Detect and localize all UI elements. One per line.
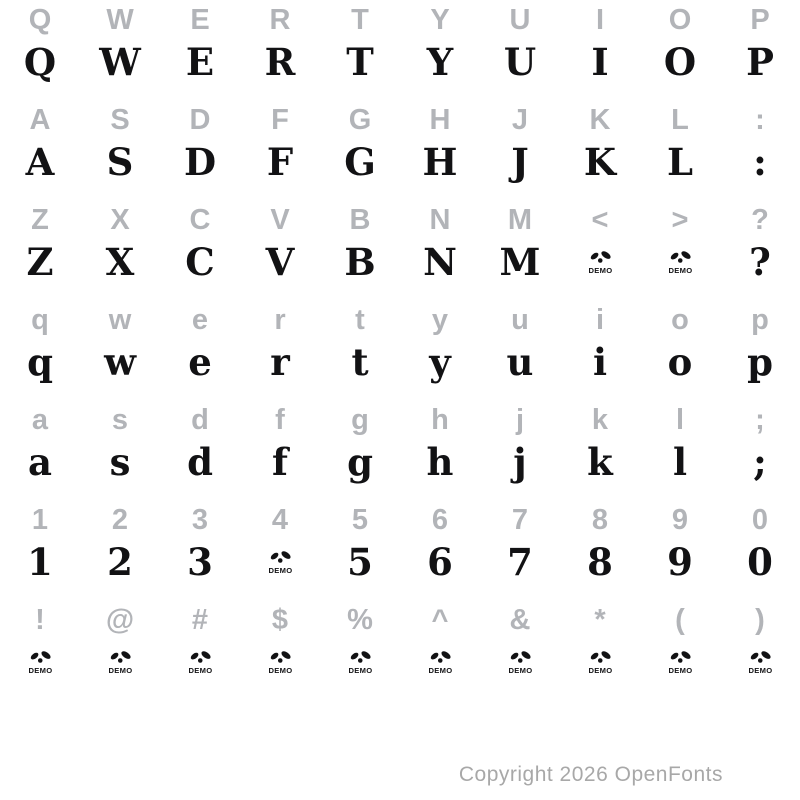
reference-glyph: * — [594, 604, 606, 636]
sample-glyph-demo-placeholder — [400, 640, 480, 684]
sample-glyph: R — [264, 40, 296, 84]
sample-glyph: X — [105, 240, 135, 284]
reference-glyph: : — [755, 104, 765, 136]
reference-glyph: Q — [28, 4, 52, 36]
reference-glyph-line — [0, 400, 800, 440]
sample-glyph: o — [667, 340, 693, 384]
reference-glyph: 8 — [591, 504, 609, 536]
reference-glyph: 3 — [191, 504, 209, 536]
sample-glyph: F — [266, 140, 294, 184]
sample-glyph: q — [27, 340, 53, 384]
reference-glyph: ? — [751, 204, 769, 236]
glyph-row-group-lowercase-home-row — [0, 400, 800, 500]
sample-glyph: Z — [26, 240, 54, 284]
sample-glyph: : — [753, 140, 767, 184]
sample-glyph: p — [747, 340, 773, 384]
demo-watermark-ornament — [267, 549, 294, 575]
reference-glyph: U — [509, 4, 531, 36]
glyph-row-group-lowercase-top-row — [0, 300, 800, 400]
sample-glyph: S — [106, 140, 134, 184]
fleuron-icon — [267, 649, 294, 675]
demo-watermark-ornament — [347, 649, 374, 675]
reference-glyph: F — [271, 104, 289, 136]
reference-glyph: S — [110, 104, 130, 136]
sample-glyph: K — [583, 140, 617, 184]
reference-glyph: V — [270, 204, 290, 236]
reference-glyph: @ — [105, 604, 135, 636]
sample-glyph-line — [0, 240, 800, 300]
reference-glyph: ( — [675, 604, 685, 636]
reference-glyph: $ — [271, 604, 289, 636]
sample-glyph: 9 — [667, 540, 693, 584]
fleuron-icon — [187, 649, 214, 675]
svg-text:DEMO: DEMO — [267, 665, 293, 675]
reference-glyph: Z — [31, 204, 49, 236]
sample-glyph-demo-placeholder — [240, 640, 320, 684]
sample-glyph: B — [344, 240, 376, 284]
sample-glyph: 3 — [187, 540, 213, 584]
reference-glyph: L — [671, 104, 689, 136]
sample-glyph: U — [503, 40, 537, 84]
fleuron-icon — [347, 649, 374, 675]
reference-glyph: 6 — [431, 504, 449, 536]
fleuron-icon — [587, 649, 614, 675]
reference-glyph-line — [0, 600, 800, 640]
sample-glyph: l — [672, 440, 688, 484]
sample-glyph-demo-placeholder — [640, 240, 720, 284]
reference-glyph: R — [269, 4, 291, 36]
demo-watermark-ornament — [587, 249, 614, 275]
reference-glyph: ) — [755, 604, 765, 636]
reference-glyph: i — [595, 304, 605, 336]
reference-glyph: t — [355, 304, 365, 336]
reference-glyph: A — [29, 104, 51, 136]
reference-glyph: y — [431, 304, 449, 336]
fleuron-icon — [587, 249, 614, 275]
sample-glyph: H — [422, 140, 458, 184]
sample-glyph: h — [426, 440, 454, 484]
sample-glyph: k — [587, 440, 613, 484]
demo-watermark-ornament — [27, 649, 54, 675]
sample-glyph: A — [25, 140, 55, 184]
reference-glyph: E — [190, 4, 210, 36]
sample-glyph: a — [28, 440, 52, 484]
sample-glyph: Q — [23, 40, 57, 84]
sample-glyph: 8 — [587, 540, 613, 584]
reference-glyph: f — [275, 404, 285, 436]
svg-text:DEMO: DEMO — [187, 665, 213, 675]
demo-watermark-ornament — [187, 649, 214, 675]
reference-glyph: l — [675, 404, 685, 436]
svg-text:DEMO: DEMO — [27, 665, 53, 675]
sample-glyph: u — [506, 340, 534, 384]
reference-glyph: W — [106, 4, 134, 36]
svg-text:DEMO: DEMO — [427, 665, 453, 675]
sample-glyph: ; — [753, 440, 767, 484]
demo-watermark-ornament — [667, 249, 694, 275]
reference-glyph: K — [589, 104, 611, 136]
sample-glyph: 2 — [107, 540, 133, 584]
reference-glyph: H — [429, 104, 451, 136]
reference-glyph: < — [591, 204, 609, 236]
reference-glyph: j — [515, 404, 525, 436]
sample-glyph-demo-placeholder — [80, 640, 160, 684]
sample-glyph-line — [0, 540, 800, 600]
sample-glyph: 5 — [347, 540, 373, 584]
sample-glyph: G — [344, 140, 376, 184]
sample-glyph: N — [423, 240, 457, 284]
reference-glyph: Y — [430, 4, 450, 36]
reference-glyph: D — [189, 104, 211, 136]
reference-glyph: a — [31, 404, 49, 436]
reference-glyph: ! — [35, 604, 45, 636]
reference-glyph: G — [348, 104, 372, 136]
reference-glyph: 1 — [31, 504, 49, 536]
sample-glyph-line — [0, 140, 800, 200]
fleuron-icon — [427, 649, 454, 675]
reference-glyph: & — [509, 604, 531, 636]
glyph-row-group-digits-row — [0, 500, 800, 600]
sample-glyph: T — [346, 40, 374, 84]
demo-watermark-ornament — [267, 649, 294, 675]
sample-glyph: j — [513, 440, 527, 484]
reference-glyph: % — [347, 604, 373, 636]
sample-glyph-demo-placeholder — [320, 640, 400, 684]
sample-glyph-line — [0, 440, 800, 500]
reference-glyph: # — [191, 604, 209, 636]
demo-watermark-ornament — [427, 649, 454, 675]
sample-glyph-line — [0, 340, 800, 400]
fleuron-icon — [267, 549, 294, 575]
reference-glyph-line — [0, 300, 800, 340]
glyph-row-group-uppercase-top-row — [0, 0, 800, 100]
svg-text:DEMO: DEMO — [107, 665, 133, 675]
fleuron-icon — [747, 649, 774, 675]
reference-glyph: 2 — [111, 504, 129, 536]
reference-glyph: p — [751, 304, 769, 336]
fleuron-icon — [27, 649, 54, 675]
demo-watermark-ornament — [507, 649, 534, 675]
reference-glyph-line — [0, 500, 800, 540]
sample-glyph: 1 — [27, 540, 53, 584]
demo-watermark-ornament — [747, 649, 774, 675]
reference-glyph: e — [191, 304, 209, 336]
reference-glyph: 7 — [511, 504, 529, 536]
reference-glyph: C — [189, 204, 211, 236]
sample-glyph: M — [499, 240, 541, 284]
reference-glyph: J — [511, 104, 529, 136]
reference-glyph: 0 — [751, 504, 769, 536]
reference-glyph: O — [668, 4, 692, 36]
sample-glyph: J — [511, 140, 529, 184]
reference-glyph: h — [431, 404, 449, 436]
sample-glyph: y — [429, 340, 451, 384]
reference-glyph: o — [671, 304, 689, 336]
svg-text:DEMO: DEMO — [347, 665, 373, 675]
sample-glyph: e — [188, 340, 212, 384]
sample-glyph: d — [187, 440, 213, 484]
reference-glyph: w — [108, 304, 132, 336]
fleuron-icon — [507, 649, 534, 675]
sample-glyph: E — [185, 40, 215, 84]
reference-glyph: > — [671, 204, 689, 236]
reference-glyph-line — [0, 200, 800, 240]
svg-text:DEMO: DEMO — [667, 265, 693, 275]
sample-glyph-line — [0, 640, 800, 700]
reference-glyph: 4 — [271, 504, 289, 536]
reference-glyph: T — [351, 4, 369, 36]
sample-glyph: 7 — [507, 540, 533, 584]
reference-glyph: 9 — [671, 504, 689, 536]
sample-glyph-demo-placeholder — [0, 640, 80, 684]
glyph-row-group-uppercase-home-row — [0, 100, 800, 200]
sample-glyph: W — [99, 40, 141, 84]
fleuron-icon — [667, 249, 694, 275]
sample-glyph: C — [185, 240, 215, 284]
reference-glyph: X — [110, 204, 130, 236]
sample-glyph: 6 — [427, 540, 453, 584]
sample-glyph: r — [270, 340, 290, 384]
reference-glyph: B — [349, 204, 371, 236]
reference-glyph: k — [591, 404, 609, 436]
reference-glyph: M — [507, 204, 533, 236]
sample-glyph: w — [104, 340, 136, 384]
svg-text:DEMO: DEMO — [667, 665, 693, 675]
demo-watermark-ornament — [107, 649, 134, 675]
reference-glyph: 5 — [351, 504, 369, 536]
fleuron-icon — [107, 649, 134, 675]
svg-text:DEMO: DEMO — [747, 665, 773, 675]
sample-glyph-demo-placeholder — [480, 640, 560, 684]
reference-glyph: g — [351, 404, 369, 436]
reference-glyph: q — [31, 304, 49, 336]
fleuron-icon — [667, 649, 694, 675]
glyph-row-group-symbols-row — [0, 600, 800, 700]
sample-glyph: f — [272, 440, 288, 484]
sample-glyph-demo-placeholder — [160, 640, 240, 684]
reference-glyph: s — [111, 404, 129, 436]
sample-glyph: P — [746, 40, 774, 84]
sample-glyph: g — [347, 440, 373, 484]
sample-glyph: O — [663, 40, 697, 84]
demo-watermark-ornament — [587, 649, 614, 675]
sample-glyph: ? — [749, 240, 771, 284]
demo-watermark-ornament — [667, 649, 694, 675]
sample-glyph-demo-placeholder — [720, 640, 800, 684]
reference-glyph-line — [0, 100, 800, 140]
sample-glyph-demo-placeholder — [240, 540, 320, 584]
reference-glyph: I — [595, 4, 605, 36]
reference-glyph-line — [0, 0, 800, 40]
svg-text:DEMO: DEMO — [507, 665, 533, 675]
reference-glyph: P — [750, 4, 770, 36]
reference-glyph: u — [511, 304, 529, 336]
reference-glyph: d — [191, 404, 209, 436]
reference-glyph: ; — [755, 404, 765, 436]
reference-glyph: ^ — [431, 604, 449, 636]
sample-glyph: 0 — [747, 540, 773, 584]
svg-text:DEMO: DEMO — [587, 265, 613, 275]
sample-glyph-line — [0, 40, 800, 100]
sample-glyph-demo-placeholder — [560, 640, 640, 684]
sample-glyph: t — [351, 340, 369, 384]
glyph-row-group-uppercase-bottom-row — [0, 200, 800, 300]
reference-glyph: N — [429, 204, 451, 236]
sample-glyph-demo-placeholder — [640, 640, 720, 684]
sample-glyph: V — [265, 240, 295, 284]
svg-text:DEMO: DEMO — [587, 665, 613, 675]
sample-glyph: I — [591, 40, 609, 84]
sample-glyph-demo-placeholder — [560, 240, 640, 284]
svg-text:DEMO: DEMO — [267, 565, 293, 575]
sample-glyph: L — [666, 140, 693, 184]
sample-glyph: i — [592, 340, 608, 384]
copyright-text: Copyright 2026 OpenFonts — [458, 763, 723, 786]
sample-glyph: D — [183, 140, 217, 184]
sample-glyph: s — [109, 440, 131, 484]
reference-glyph: r — [274, 304, 286, 336]
sample-glyph: Y — [426, 40, 454, 84]
